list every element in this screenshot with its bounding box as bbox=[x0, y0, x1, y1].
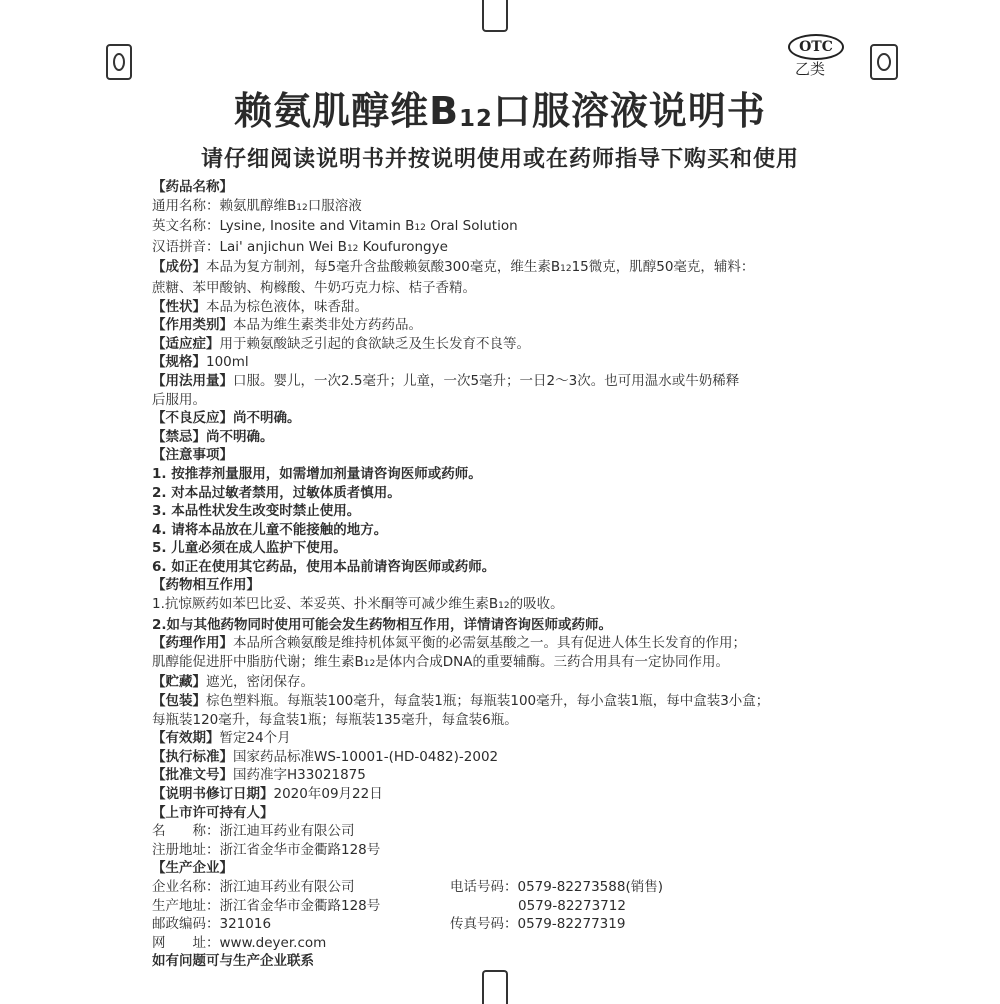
package-continued: 每瓶装120毫升，每盒装1瓶；每瓶装135毫升，每盒装6瓶。 bbox=[152, 711, 518, 728]
otc-class-label: 乙类 bbox=[795, 60, 826, 78]
precaution-item: 4. 请将本品放在儿童不能接触的地方。 bbox=[152, 521, 388, 538]
registration-mark-right bbox=[870, 44, 898, 80]
footer-note: 如有问题可与生产企业联系 bbox=[152, 953, 314, 970]
registration-mark-top bbox=[482, 0, 508, 32]
drug-name-heading: 【药品名称】 bbox=[152, 179, 233, 195]
pinyin-name: 汉语拼音：Lai' anjichun Wei B12 Koufurongye bbox=[152, 238, 448, 255]
document-title: 赖氨肌醇维B12口服溶液说明书 bbox=[234, 89, 766, 133]
insert-body bbox=[152, 178, 852, 971]
precaution-item: 3. 本品性状发生改变时禁止使用。 bbox=[152, 503, 361, 520]
manufacturer-row: 生产地址：浙江省金华市金衢路128号 0579-82273712 bbox=[152, 897, 626, 914]
registration-mark-left bbox=[106, 44, 132, 80]
composition: 【成份】本品为复方制剂，每5毫升含盐酸赖氨酸300毫克，维生素B1215微克，肌醇50毫克，辅料： bbox=[152, 259, 755, 276]
contraindications: 【禁忌】尚不明确。 bbox=[152, 428, 274, 445]
revision-date: 【说明书修订日期】2020年09月22日 bbox=[152, 786, 383, 802]
adverse-reactions: 【不良反应】尚不明确。 bbox=[152, 410, 301, 427]
specification: 【规格】100ml bbox=[152, 354, 249, 371]
holder-heading: 【上市许可持有人】 bbox=[152, 804, 274, 821]
document-subtitle: 请仔细阅读说明书并按说明使用或在药师指导下购买和使用 bbox=[200, 147, 799, 172]
category: 【作用类别】本品为维生素类非处方药药品。 bbox=[152, 317, 422, 334]
interaction-item-1: 1.抗惊厥药如苯巴比妥、苯妥英、扑米酮等可减少维生素B12的吸收。 bbox=[152, 596, 564, 613]
manufacturer-row: 邮政编码：321016 传真号码：0579-82277319 bbox=[152, 916, 626, 933]
precautions-heading: 【注意事项】 bbox=[152, 447, 233, 464]
package: 【包装】棕色塑料瓶。每瓶装100毫升，每盒装1瓶；每瓶装100毫升，每小盒装1瓶，每中盒装3小盒； bbox=[152, 693, 770, 710]
appearance: 【性状】本品为棕色液体，味香甜。 bbox=[152, 298, 368, 315]
interaction-item-2: 2.如与其他药物同时使用可能会发生药物相互作用，详情请咨询医师或药师。 bbox=[152, 616, 613, 633]
usage-dosage-continued: 后服用。 bbox=[152, 391, 206, 408]
manufacturer-website: 网 址：www.deyer.com bbox=[152, 934, 327, 951]
registration-mark-bottom bbox=[482, 970, 508, 1004]
holder-name: 名 称：浙江迪耳药业有限公司 bbox=[152, 823, 355, 840]
english-name: 英文名称：Lysine, Inosite and Vitamin B12 Oral Solution bbox=[152, 218, 518, 235]
indication: 【适应症】用于赖氨酸缺乏引起的食欲缺乏及生长发育不良等。 bbox=[152, 335, 530, 352]
standard: 【执行标准】国家药品标准WS-10001-(HD-0482)-2002 bbox=[152, 748, 499, 765]
generic-name: 通用名称：赖氨肌醇维B12口服溶液 bbox=[152, 197, 362, 214]
composition-continued: 蔗糖、苯甲酸钠、枸橼酸、牛奶巧克力棕、桔子香精。 bbox=[152, 279, 476, 296]
storage: 【贮藏】遮光，密闭保存。 bbox=[152, 674, 314, 691]
interactions-heading: 【药物相互作用】 bbox=[152, 577, 260, 594]
otc-badge: OTC bbox=[788, 34, 844, 60]
precaution-item: 1. 按推荐剂量服用，如需增加剂量请咨询医师或药师。 bbox=[152, 465, 482, 482]
validity: 【有效期】暂定24个月 bbox=[152, 730, 291, 747]
holder-address: 注册地址：浙江省金华市金衢路128号 bbox=[152, 841, 381, 858]
precaution-item: 6. 如正在使用其它药品，使用本品前请咨询医师或药师。 bbox=[152, 558, 496, 575]
precaution-item: 2. 对本品过敏者禁用，过敏体质者慎用。 bbox=[152, 484, 401, 501]
manufacturer-row: 企业名称：浙江迪耳药业有限公司 电话号码：0579-82273588(销售) bbox=[152, 878, 663, 895]
pharmacology: 【药理作用】本品所含赖氨酸是维持机体氮平衡的必需氨基酸之一。具有促进人体生长发育的作用； bbox=[152, 635, 746, 652]
manufacturer-heading: 【生产企业】 bbox=[152, 860, 233, 877]
precaution-item: 5. 儿童必须在成人监护下使用。 bbox=[152, 540, 347, 557]
usage-dosage: 【用法用量】口服。婴儿，一次2.5毫升；儿童，一次5毫升；一日2～3次。也可用温水或牛奶稀释 bbox=[152, 372, 740, 389]
pharmacology-continued: 肌醇能促进肝中脂肪代谢；维生素B12是体内合成DNA的重要辅酶。三药合用具有一定协同作用。 bbox=[152, 653, 729, 670]
approval-number: 【批准文号】国药准字H33021875 bbox=[152, 767, 366, 784]
